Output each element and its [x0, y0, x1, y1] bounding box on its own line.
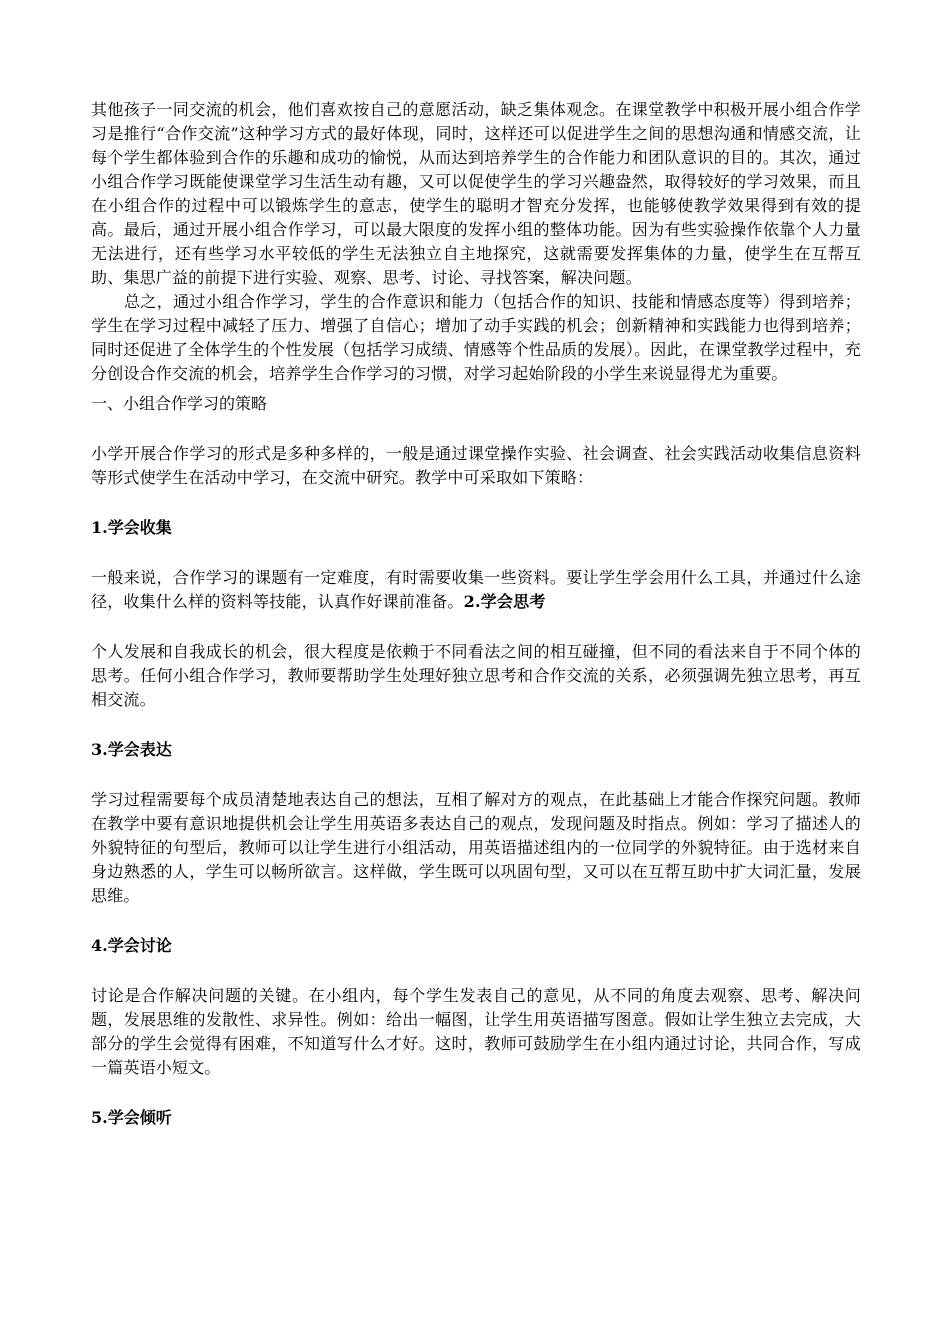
spacer [91, 614, 861, 640]
section-heading-strategies: 一、小组合作学习的策略 [91, 394, 268, 413]
paragraph-benefits: 其他孩子一同交流的机会，他们喜欢按自己的意愿活动，缺乏集体观念。在课堂教学中积极开展小组合作学习是推行“合作交流”这种学习方式的最好体现，同时，这样还可以促进学生之间的思想沟通和情感交流，让每个学生都体验到合作的乐趣和成功的愉悦，从而达到培养学生的合作能力和团队意识的目的。其次，通过小组合作学习既能使课堂学习生活生动有趣，又可以促使学生的学习兴趣盎然，取得较好的学习效果，而且在小组合作的过程中可以锻炼学生的意志，使学生的聪明才智充分发挥，也能够使教学效果得到有效的提高。最后，通过开展小组合作学习，可以最大限度的发挥小组的整体功能。因为有些实验操作依靠个人力量无法进行，还有些学习水平较低的学生无法独立自主地探究，这就需要发挥集体的力量，使学生在互帮互助、集思广益的前提下进行实验、观察、思考、讨论、寻找答案，解决问题。 [91, 100, 861, 287]
paragraph-learn-collect [91, 566, 861, 614]
paragraph-learn-express: 学习过程需要每个成员清楚地表达自己的想法，互相了解对方的观点，在此基础上才能合作探究问题。教师在教学中要有意识地提供机会让学生用英语多表达自己的观点，发现问题及时指点。例如：学习了描述人的外貌特征的句型后，教师可以让学生进行小组活动，用英语描述组内的一位同学的外貌特征。由于选材来自身边熟悉的人，学生可以畅所欲言。这样做，学生既可以巩固句型，又可以在互帮互助中扩大词汇量，发展思维。 [91, 790, 861, 905]
paragraph-strategies-intro: 小学开展合作学习的形式是多种多样的，一般是通过课堂操作实验、社会调查、社会实践活动收集信息资料等形式使学生在活动中学习，在交流中研究。教学中可采取如下策略： [91, 444, 861, 487]
spacer [91, 908, 861, 934]
collect-body-text: 一般来说，合作学习的课题有一定难度，有时需要收集一些资料。要让学生学会用什么工具，并通过什么途径，收集什么样的资料等技能，认真作好课前准备。 [91, 568, 861, 611]
heading-learn-discuss: 4.学会讨论 [91, 936, 172, 955]
heading-learn-express: 3.学会表达 [91, 740, 172, 759]
heading-learn-collect: 1.学会收集 [91, 518, 172, 537]
spacer [91, 958, 861, 984]
document-page [91, 98, 861, 1130]
spacer [91, 540, 861, 566]
spacer [91, 416, 861, 442]
heading-learn-think: 2.学会思考 [463, 592, 546, 611]
spacer [91, 712, 861, 738]
paragraph-learn-discuss: 讨论是合作解决问题的关键。在小组内，每个学生发表自己的意见，从不同的角度去观察、思考、解决问题，发展思维的发散性、求异性。例如：给出一幅图，让学生用英语描写图意。假如让学生独立去完成，大部分的学生会觉得有困难，不知道写什么才好。这时，教师可鼓励学生在小组内通过讨论，共同合作，写成一篇英语小短文。 [91, 986, 861, 1077]
paragraph-learn-think: 个人发展和自我成长的机会，很大程度是依赖于不同看法之间的相互碰撞，但不同的看法来自于不同个体的思考。任何小组合作学习，教师要帮助学生处理好独立思考和合作交流的关系，必须强调先独立思考，再互相交流。 [91, 642, 861, 709]
spacer [91, 490, 861, 516]
paragraph-summary: 总之，通过小组合作学习，学生的合作意识和能力（包括合作的知识、技能和情感态度等）得到培养；学生在学习过程中减轻了压力、增强了自信心；增加了动手实践的机会；创新精神和实践能力也得到培养；同时还促进了全体学生的个性发展（包括学习成绩、情感等个性品质的发展）。因此，在课堂教学过程中，充分创设合作交流的机会，培养学生合作学习的习惯，对学习起始阶段的小学生来说显得尤为重要。 [91, 292, 861, 383]
spacer [91, 762, 861, 788]
spacer [91, 1080, 861, 1106]
heading-learn-listen: 5.学会倾听 [91, 1108, 172, 1127]
